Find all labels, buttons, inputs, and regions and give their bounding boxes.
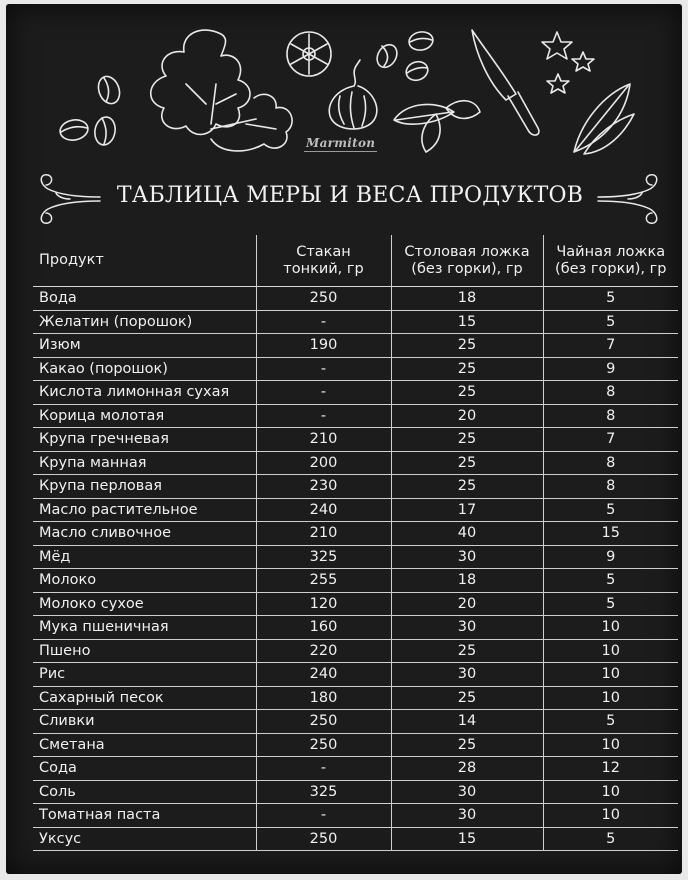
product-cell: Мёд — [33, 545, 256, 569]
product-cell: Сода — [33, 757, 256, 781]
table-row — [33, 733, 678, 757]
product-cell: Молоко — [33, 569, 256, 593]
table-row — [33, 827, 678, 851]
table-row — [33, 569, 678, 593]
tablespoon-cell: 30 — [391, 545, 543, 569]
column-header-glass: Стакан тонкий, гр — [256, 235, 391, 287]
product-cell: Пшено — [33, 639, 256, 663]
table-row — [33, 710, 678, 734]
teaspoon-cell: 8 — [543, 381, 678, 405]
teaspoon-cell: 5 — [543, 827, 678, 851]
table-row — [33, 616, 678, 640]
teaspoon-cell: 5 — [543, 498, 678, 522]
glass-cell: 250 — [256, 287, 391, 311]
glass-cell: - — [256, 357, 391, 381]
column-header-product: Продукт — [33, 235, 256, 287]
glass-cell: 325 — [256, 780, 391, 804]
glass-cell: 240 — [256, 663, 391, 687]
table-row — [33, 287, 678, 311]
product-cell: Корица молотая — [33, 404, 256, 428]
measure-table — [33, 235, 678, 851]
glass-cell: - — [256, 381, 391, 405]
tablespoon-cell: 20 — [391, 592, 543, 616]
column-header-tablespoon: Столовая ложка (без горки), гр — [391, 235, 543, 287]
tablespoon-cell: 18 — [391, 569, 543, 593]
table-row — [33, 381, 678, 405]
product-cell: Мука пшеничная — [33, 616, 256, 640]
glass-cell: 220 — [256, 639, 391, 663]
product-cell: Крупа манная — [33, 451, 256, 475]
tablespoon-cell: 30 — [391, 804, 543, 828]
table-row — [33, 404, 678, 428]
teaspoon-cell: 10 — [543, 686, 678, 710]
glass-cell: 250 — [256, 827, 391, 851]
chalkboard — [6, 4, 682, 874]
tablespoon-cell: 28 — [391, 757, 543, 781]
glass-cell: 190 — [256, 334, 391, 358]
glass-cell: 120 — [256, 592, 391, 616]
teaspoon-cell: 5 — [543, 310, 678, 334]
teaspoon-cell: 10 — [543, 616, 678, 640]
product-cell: Кислота лимонная сухая — [33, 381, 256, 405]
product-cell: Желатин (порошок) — [33, 310, 256, 334]
product-cell: Рис — [33, 663, 256, 687]
table-row — [33, 686, 678, 710]
tablespoon-cell: 14 — [391, 710, 543, 734]
table-row — [33, 428, 678, 452]
tablespoon-cell: 25 — [391, 639, 543, 663]
table-row — [33, 475, 678, 499]
tablespoon-cell: 25 — [391, 733, 543, 757]
product-cell: Масло сливочное — [33, 522, 256, 546]
teaspoon-cell: 9 — [543, 357, 678, 381]
teaspoon-cell: 8 — [543, 404, 678, 428]
product-cell: Крупа перловая — [33, 475, 256, 499]
garlic-icon — [329, 60, 377, 129]
parsley-leaf-icon — [151, 30, 292, 151]
table-row — [33, 334, 678, 358]
product-cell: Сахарный песок — [33, 686, 256, 710]
glass-cell: - — [256, 404, 391, 428]
column-header-teaspoon: Чайная ложка (без горки), гр — [543, 235, 678, 287]
tablespoon-cell: 25 — [391, 334, 543, 358]
teaspoon-cell: 5 — [543, 710, 678, 734]
glass-cell: 250 — [256, 733, 391, 757]
table-row — [33, 757, 678, 781]
tablespoon-cell: 25 — [391, 686, 543, 710]
star-anise-icon — [542, 32, 594, 93]
product-cell: Крупа гречневая — [33, 428, 256, 452]
coffee-bean-icon — [58, 73, 123, 146]
product-cell: Уксус — [33, 827, 256, 851]
teaspoon-cell: 5 — [543, 287, 678, 311]
tablespoon-cell: 30 — [391, 616, 543, 640]
teaspoon-cell: 12 — [543, 757, 678, 781]
table-row — [33, 545, 678, 569]
tablespoon-cell: 30 — [391, 663, 543, 687]
glass-cell: 250 — [256, 710, 391, 734]
glass-cell: 200 — [256, 451, 391, 475]
tablespoon-cell: 17 — [391, 498, 543, 522]
glass-cell: 325 — [256, 545, 391, 569]
table-row — [33, 498, 678, 522]
product-cell: Изюм — [33, 334, 256, 358]
glass-cell: 255 — [256, 569, 391, 593]
table-row — [33, 804, 678, 828]
product-cell: Какао (порошок) — [33, 357, 256, 381]
product-cell: Соль — [33, 780, 256, 804]
flourish-ornament-icon — [30, 169, 102, 229]
table-row — [33, 592, 678, 616]
table-row — [33, 639, 678, 663]
tablespoon-cell: 25 — [391, 451, 543, 475]
table-row — [33, 357, 678, 381]
tablespoon-cell: 18 — [391, 287, 543, 311]
knife-icon — [472, 30, 539, 135]
teaspoon-cell: 10 — [543, 663, 678, 687]
glass-cell: - — [256, 757, 391, 781]
glass-cell: - — [256, 310, 391, 334]
teaspoon-cell: 5 — [543, 592, 678, 616]
tablespoon-cell: 25 — [391, 381, 543, 405]
teaspoon-cell: 5 — [543, 569, 678, 593]
teaspoon-cell: 15 — [543, 522, 678, 546]
basil-leaf-icon — [394, 101, 480, 152]
tablespoon-cell: 15 — [391, 310, 543, 334]
flourish-ornament-icon — [596, 169, 668, 229]
table-row — [33, 780, 678, 804]
tablespoon-cell: 25 — [391, 475, 543, 499]
tablespoon-cell: 40 — [391, 522, 543, 546]
teaspoon-cell: 10 — [543, 733, 678, 757]
tablespoon-cell: 20 — [391, 404, 543, 428]
bay-leaf-icon — [574, 84, 634, 154]
table-row — [33, 310, 678, 334]
glass-cell: 230 — [256, 475, 391, 499]
product-cell: Сливки — [33, 710, 256, 734]
page-title: ТАБЛИЦА МЕРЫ И ВЕСА ПРОДУКТОВ — [116, 183, 584, 208]
tablespoon-cell: 25 — [391, 428, 543, 452]
glass-cell: - — [256, 804, 391, 828]
glass-cell: 210 — [256, 522, 391, 546]
product-cell: Вода — [33, 287, 256, 311]
mushroom-icon — [287, 32, 331, 76]
table-row — [33, 522, 678, 546]
tablespoon-cell: 30 — [391, 780, 543, 804]
teaspoon-cell: 8 — [543, 451, 678, 475]
glass-cell: 180 — [256, 686, 391, 710]
glass-cell: 240 — [256, 498, 391, 522]
table-row — [33, 451, 678, 475]
teaspoon-cell: 9 — [543, 545, 678, 569]
product-cell: Сметана — [33, 733, 256, 757]
brand-logo: Marmiton — [306, 136, 376, 150]
teaspoon-cell: 10 — [543, 780, 678, 804]
teaspoon-cell: 7 — [543, 428, 678, 452]
teaspoon-cell: 10 — [543, 804, 678, 828]
tablespoon-cell: 15 — [391, 827, 543, 851]
teaspoon-cell: 8 — [543, 475, 678, 499]
teaspoon-cell: 7 — [543, 334, 678, 358]
table-header-row — [33, 235, 678, 287]
coffee-bean-icon — [373, 30, 434, 83]
teaspoon-cell: 10 — [543, 639, 678, 663]
product-cell: Томатная паста — [33, 804, 256, 828]
glass-cell: 160 — [256, 616, 391, 640]
product-cell: Молоко сухое — [33, 592, 256, 616]
table-row — [33, 663, 678, 687]
product-cell: Масло растительное — [33, 498, 256, 522]
glass-cell: 210 — [256, 428, 391, 452]
tablespoon-cell: 25 — [391, 357, 543, 381]
